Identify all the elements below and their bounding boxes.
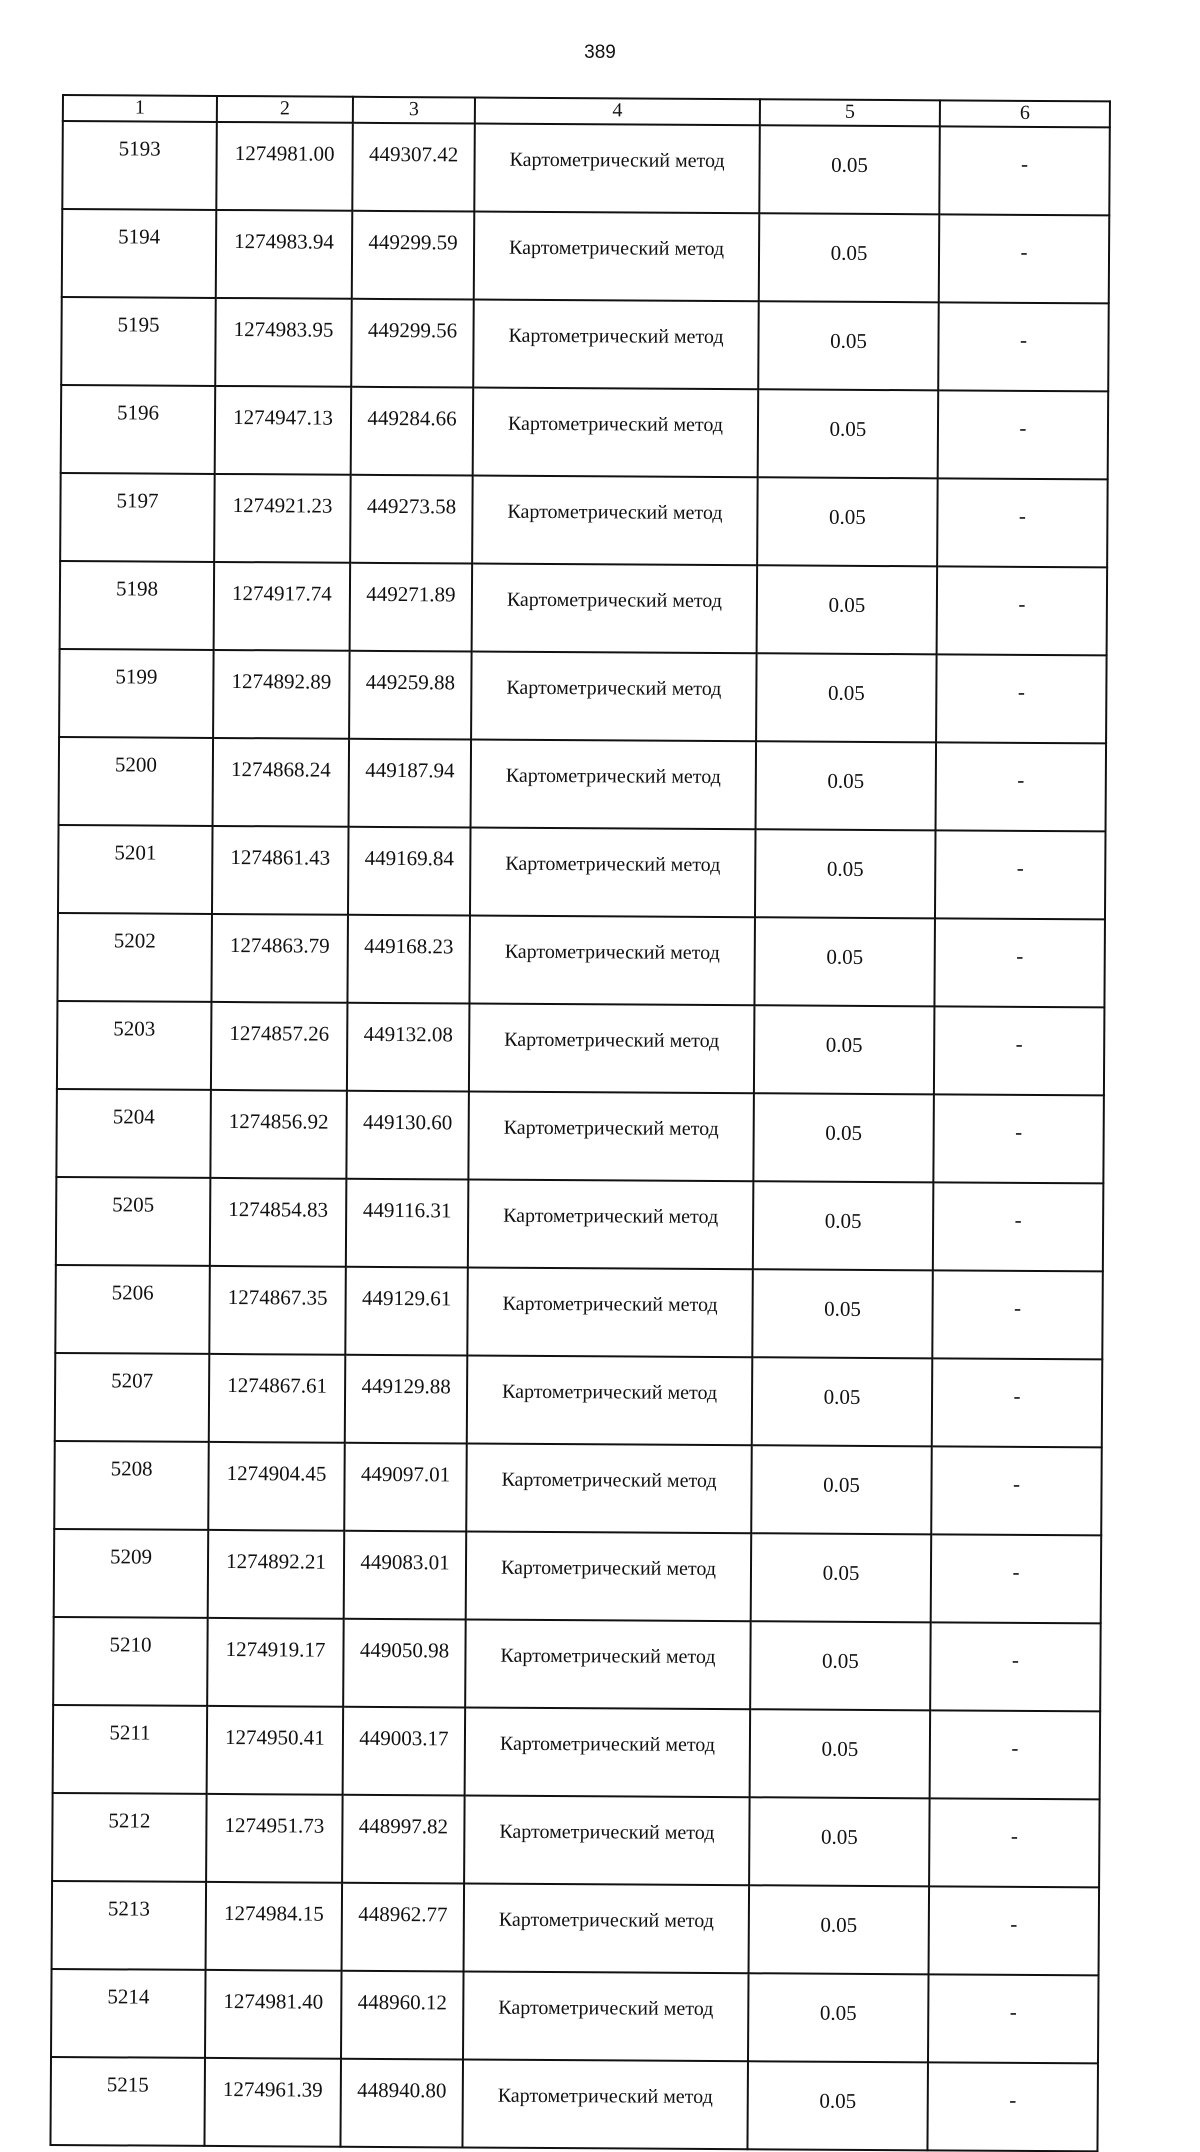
note-cell: - (937, 478, 1108, 567)
accuracy-cell: 0.05 (756, 653, 937, 742)
method-cell: Картометрический метод (462, 2059, 748, 2149)
x-coordinate-cell: 1274921.23 (214, 474, 351, 563)
x-coordinate-cell: 1274961.39 (204, 2058, 341, 2147)
note-cell: - (932, 1270, 1103, 1359)
x-coordinate-cell: 1274983.95 (215, 298, 352, 387)
method-cell: Картометрический метод (468, 1180, 754, 1270)
accuracy-cell: 0.05 (753, 1093, 934, 1182)
accuracy-cell: 0.05 (751, 1445, 932, 1534)
point-number-cell: 5203 (57, 1001, 212, 1090)
point-number-cell: 5215 (50, 2057, 205, 2146)
y-coordinate-cell: 449299.59 (352, 211, 475, 300)
table-row (50, 2057, 1098, 2151)
point-number-cell: 5197 (60, 473, 215, 562)
method-cell: Картометрический метод (467, 1355, 753, 1445)
column-header-1: 1 (63, 95, 217, 122)
note-cell: - (929, 1886, 1100, 1975)
x-coordinate-cell: 1274951.73 (206, 1794, 343, 1883)
y-coordinate-cell: 449168.23 (347, 915, 470, 1004)
y-coordinate-cell: 449187.94 (349, 739, 472, 828)
column-header-6: 6 (940, 100, 1110, 127)
x-coordinate-cell: 1274917.74 (214, 562, 351, 651)
table-row (59, 649, 1107, 743)
y-coordinate-cell: 449129.61 (345, 1267, 468, 1356)
column-header-2: 2 (217, 96, 353, 123)
method-cell: Картометрический метод (472, 564, 758, 654)
x-coordinate-cell: 1274950.41 (207, 1706, 344, 1795)
x-coordinate-cell: 1274984.15 (206, 1882, 343, 1971)
point-number-cell: 5200 (59, 737, 214, 826)
method-cell: Картометрический метод (469, 1004, 755, 1094)
note-cell: - (934, 1006, 1105, 1095)
x-coordinate-cell: 1274892.21 (208, 1530, 345, 1619)
method-cell: Картометрический метод (474, 124, 760, 214)
table-row (61, 297, 1109, 391)
x-coordinate-cell: 1274854.83 (210, 1178, 347, 1267)
accuracy-cell: 0.05 (754, 917, 935, 1006)
accuracy-cell: 0.05 (749, 1885, 930, 1974)
x-coordinate-cell: 1274868.24 (213, 738, 350, 827)
point-number-cell: 5208 (54, 1441, 209, 1530)
note-cell: - (933, 1094, 1104, 1183)
table-row (61, 385, 1109, 479)
method-cell: Картометрический метод (473, 388, 759, 478)
accuracy-cell: 0.05 (756, 741, 937, 830)
table-row (57, 913, 1105, 1007)
accuracy-cell: 0.05 (758, 301, 939, 390)
method-cell: Картометрический метод (471, 652, 757, 742)
table-row (54, 1441, 1102, 1535)
table-row (62, 121, 1110, 215)
table-row (60, 473, 1108, 567)
point-number-cell: 5198 (60, 561, 215, 650)
point-number-cell: 5214 (51, 1969, 206, 2058)
y-coordinate-cell: 449169.84 (348, 827, 471, 916)
method-cell: Картометрический метод (466, 1531, 752, 1621)
method-cell: Картометрический метод (472, 476, 758, 566)
point-number-cell: 5212 (52, 1793, 207, 1882)
note-cell: - (936, 654, 1107, 743)
table-row (56, 1177, 1104, 1271)
table-row (60, 561, 1108, 655)
table-row (53, 1705, 1101, 1799)
note-cell: - (932, 1358, 1103, 1447)
accuracy-cell: 0.05 (751, 1533, 932, 1622)
point-number-cell: 5202 (57, 913, 212, 1002)
note-cell: - (933, 1182, 1104, 1271)
method-cell: Картометрический метод (463, 1971, 749, 2061)
y-coordinate-cell: 449130.60 (346, 1091, 469, 1180)
accuracy-cell: 0.05 (754, 1005, 935, 1094)
point-number-cell: 5204 (56, 1089, 211, 1178)
method-cell: Картометрический метод (470, 828, 756, 918)
table-row (59, 737, 1107, 831)
note-cell: - (939, 214, 1110, 303)
x-coordinate-cell: 1274983.94 (216, 210, 353, 299)
method-cell: Картометрический метод (469, 916, 755, 1006)
table-row (55, 1353, 1103, 1447)
method-cell: Картометрический метод (471, 740, 757, 830)
method-cell: Картометрический метод (466, 1443, 752, 1533)
note-cell: - (938, 390, 1109, 479)
y-coordinate-cell: 449307.42 (352, 123, 475, 212)
point-number-cell: 5201 (58, 825, 213, 914)
column-header-5: 5 (760, 99, 940, 126)
table-row (55, 1265, 1103, 1359)
method-cell: Картометрический метод (467, 1268, 753, 1358)
method-cell: Картометрический метод (468, 1092, 754, 1182)
accuracy-cell: 0.05 (757, 565, 938, 654)
note-cell: - (927, 2062, 1098, 2151)
note-cell: - (931, 1534, 1102, 1623)
point-number-cell: 5206 (55, 1265, 210, 1354)
table-row (51, 1969, 1099, 2063)
note-cell: - (936, 742, 1107, 831)
x-coordinate-cell: 1274981.00 (216, 122, 353, 211)
x-coordinate-cell: 1274981.40 (205, 1970, 342, 2059)
accuracy-cell: 0.05 (750, 1621, 931, 1710)
accuracy-cell: 0.05 (752, 1269, 933, 1358)
table-row (56, 1089, 1104, 1183)
accuracy-cell: 0.05 (747, 2061, 928, 2150)
note-cell: - (928, 1974, 1099, 2063)
point-number-cell: 5199 (59, 649, 214, 738)
note-cell: - (930, 1710, 1101, 1799)
note-cell: - (939, 126, 1110, 215)
point-number-cell: 5196 (61, 385, 216, 474)
y-coordinate-cell: 449299.56 (351, 299, 474, 388)
y-coordinate-cell: 449050.98 (343, 1619, 466, 1708)
note-cell: - (937, 566, 1108, 655)
accuracy-cell: 0.05 (757, 477, 938, 566)
note-cell: - (929, 1798, 1100, 1887)
note-cell: - (931, 1446, 1102, 1535)
accuracy-cell: 0.05 (759, 213, 940, 302)
y-coordinate-cell: 449271.89 (350, 563, 473, 652)
y-coordinate-cell: 449129.88 (345, 1355, 468, 1444)
x-coordinate-cell: 1274919.17 (207, 1618, 344, 1707)
y-coordinate-cell: 449116.31 (346, 1179, 469, 1268)
table-body (50, 121, 1109, 2151)
point-number-cell: 5211 (53, 1705, 208, 1794)
point-number-cell: 5193 (62, 121, 217, 210)
page-number: 389 (584, 42, 616, 63)
accuracy-cell: 0.05 (759, 125, 940, 214)
y-coordinate-cell: 449273.58 (350, 475, 473, 564)
note-cell: - (938, 302, 1109, 391)
y-coordinate-cell: 448960.12 (341, 1971, 464, 2060)
coordinates-table-container (49, 94, 1111, 2152)
y-coordinate-cell: 448940.80 (340, 2059, 463, 2148)
y-coordinate-cell: 449097.01 (344, 1443, 467, 1532)
x-coordinate-cell: 1274892.89 (213, 650, 350, 739)
accuracy-cell: 0.05 (755, 829, 936, 918)
method-cell: Картометрический метод (464, 1883, 750, 1973)
point-number-cell: 5195 (61, 297, 216, 386)
point-number-cell: 5194 (62, 209, 217, 298)
method-cell: Картометрический метод (465, 1707, 751, 1797)
x-coordinate-cell: 1274856.92 (210, 1090, 347, 1179)
accuracy-cell: 0.05 (750, 1709, 931, 1798)
coordinates-table (49, 94, 1111, 2152)
x-coordinate-cell: 1274904.45 (208, 1442, 345, 1531)
y-coordinate-cell: 449083.01 (344, 1531, 467, 1620)
x-coordinate-cell: 1274867.35 (209, 1266, 346, 1355)
table-row (52, 1793, 1100, 1887)
y-coordinate-cell: 448962.77 (342, 1883, 465, 1972)
y-coordinate-cell: 448997.82 (342, 1795, 465, 1884)
table-row (52, 1881, 1100, 1975)
table-row (58, 825, 1106, 919)
x-coordinate-cell: 1274867.61 (209, 1354, 346, 1443)
point-number-cell: 5205 (56, 1177, 211, 1266)
x-coordinate-cell: 1274863.79 (211, 914, 348, 1003)
note-cell: - (935, 830, 1106, 919)
y-coordinate-cell: 449132.08 (347, 1003, 470, 1092)
x-coordinate-cell: 1274857.26 (211, 1002, 348, 1091)
table-row (53, 1617, 1101, 1711)
x-coordinate-cell: 1274947.13 (215, 386, 352, 475)
table-row (54, 1529, 1102, 1623)
accuracy-cell: 0.05 (749, 1797, 930, 1886)
method-cell: Картометрический метод (464, 1795, 750, 1885)
point-number-cell: 5207 (55, 1353, 210, 1442)
point-number-cell: 5210 (53, 1617, 208, 1706)
method-cell: Картометрический метод (474, 212, 760, 302)
point-number-cell: 5213 (52, 1881, 207, 1970)
table-row (57, 1001, 1105, 1095)
method-cell: Картометрический метод (473, 300, 759, 390)
x-coordinate-cell: 1274861.43 (212, 826, 349, 915)
y-coordinate-cell: 449284.66 (351, 387, 474, 476)
method-cell: Картометрический метод (465, 1619, 751, 1709)
accuracy-cell: 0.05 (753, 1181, 934, 1270)
y-coordinate-cell: 449003.17 (343, 1707, 466, 1796)
point-number-cell: 5209 (54, 1529, 209, 1618)
y-coordinate-cell: 449259.88 (349, 651, 472, 740)
note-cell: - (930, 1622, 1101, 1711)
accuracy-cell: 0.05 (758, 389, 939, 478)
table-row (62, 209, 1110, 303)
accuracy-cell: 0.05 (752, 1357, 933, 1446)
column-header-4: 4 (475, 98, 760, 126)
column-header-3: 3 (353, 97, 475, 124)
note-cell: - (934, 918, 1105, 1007)
accuracy-cell: 0.05 (748, 1973, 929, 2062)
